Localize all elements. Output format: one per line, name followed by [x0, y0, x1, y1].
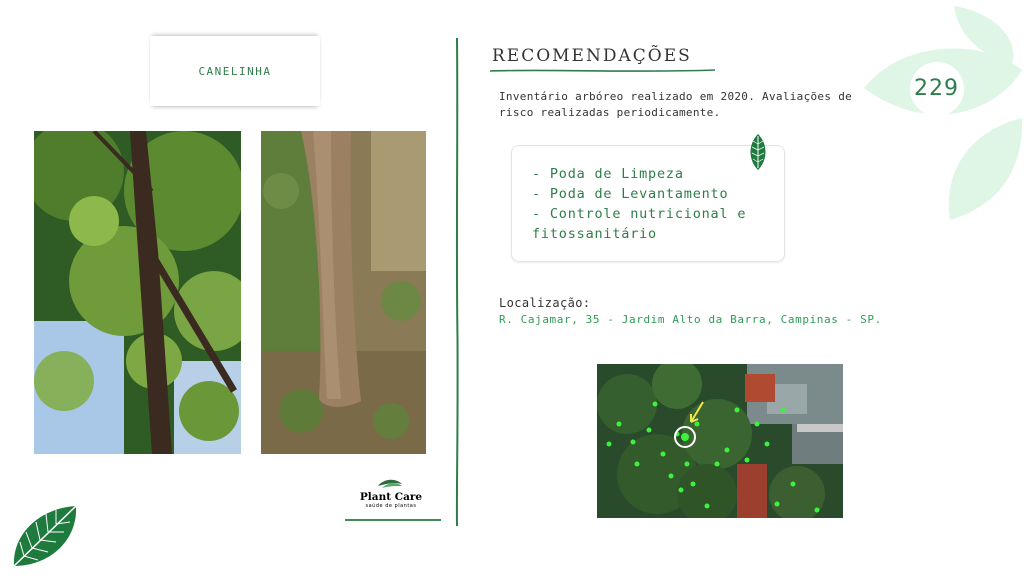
- location-label: Localização:: [499, 296, 591, 310]
- decorative-leaves-icon: [862, 0, 1024, 225]
- tree-canopy-photo: [34, 131, 241, 454]
- leaf-icon: [748, 132, 768, 172]
- title-underline: [490, 68, 715, 74]
- divider: [455, 38, 459, 526]
- inventory-text: Inventário arbóreo realizado em 2020. Avaliações de risco realizadas periodicamente.: [499, 90, 853, 119]
- location-address: R. Cajamar, 35 - Jardim Alto da Barra, Campinas - SP.: [499, 313, 882, 326]
- recommendations-box: [511, 145, 785, 262]
- species-name: CANELINHA: [198, 64, 272, 78]
- recommendations-title: RECOMENDAÇÕES: [492, 46, 692, 66]
- list-item: fitossanitário: [532, 226, 657, 242]
- logo-underline: [345, 519, 441, 521]
- tree-number: 229: [914, 76, 959, 101]
- brand-name: Plant Care: [359, 491, 423, 503]
- brand-tagline: saúde de plantas: [365, 503, 417, 509]
- satellite-map[interactable]: [597, 364, 843, 518]
- list-item: - Poda de Levantamento: [532, 186, 729, 202]
- species-card: [150, 36, 320, 106]
- tree-trunk-photo: [261, 131, 426, 454]
- brand-logo-icon: [356, 476, 426, 516]
- list-item: - Controle nutricional e: [532, 206, 747, 222]
- list-item: - Poda de Limpeza: [532, 166, 684, 182]
- leaf-icon: [10, 504, 80, 570]
- recommendations-list: [532, 164, 746, 244]
